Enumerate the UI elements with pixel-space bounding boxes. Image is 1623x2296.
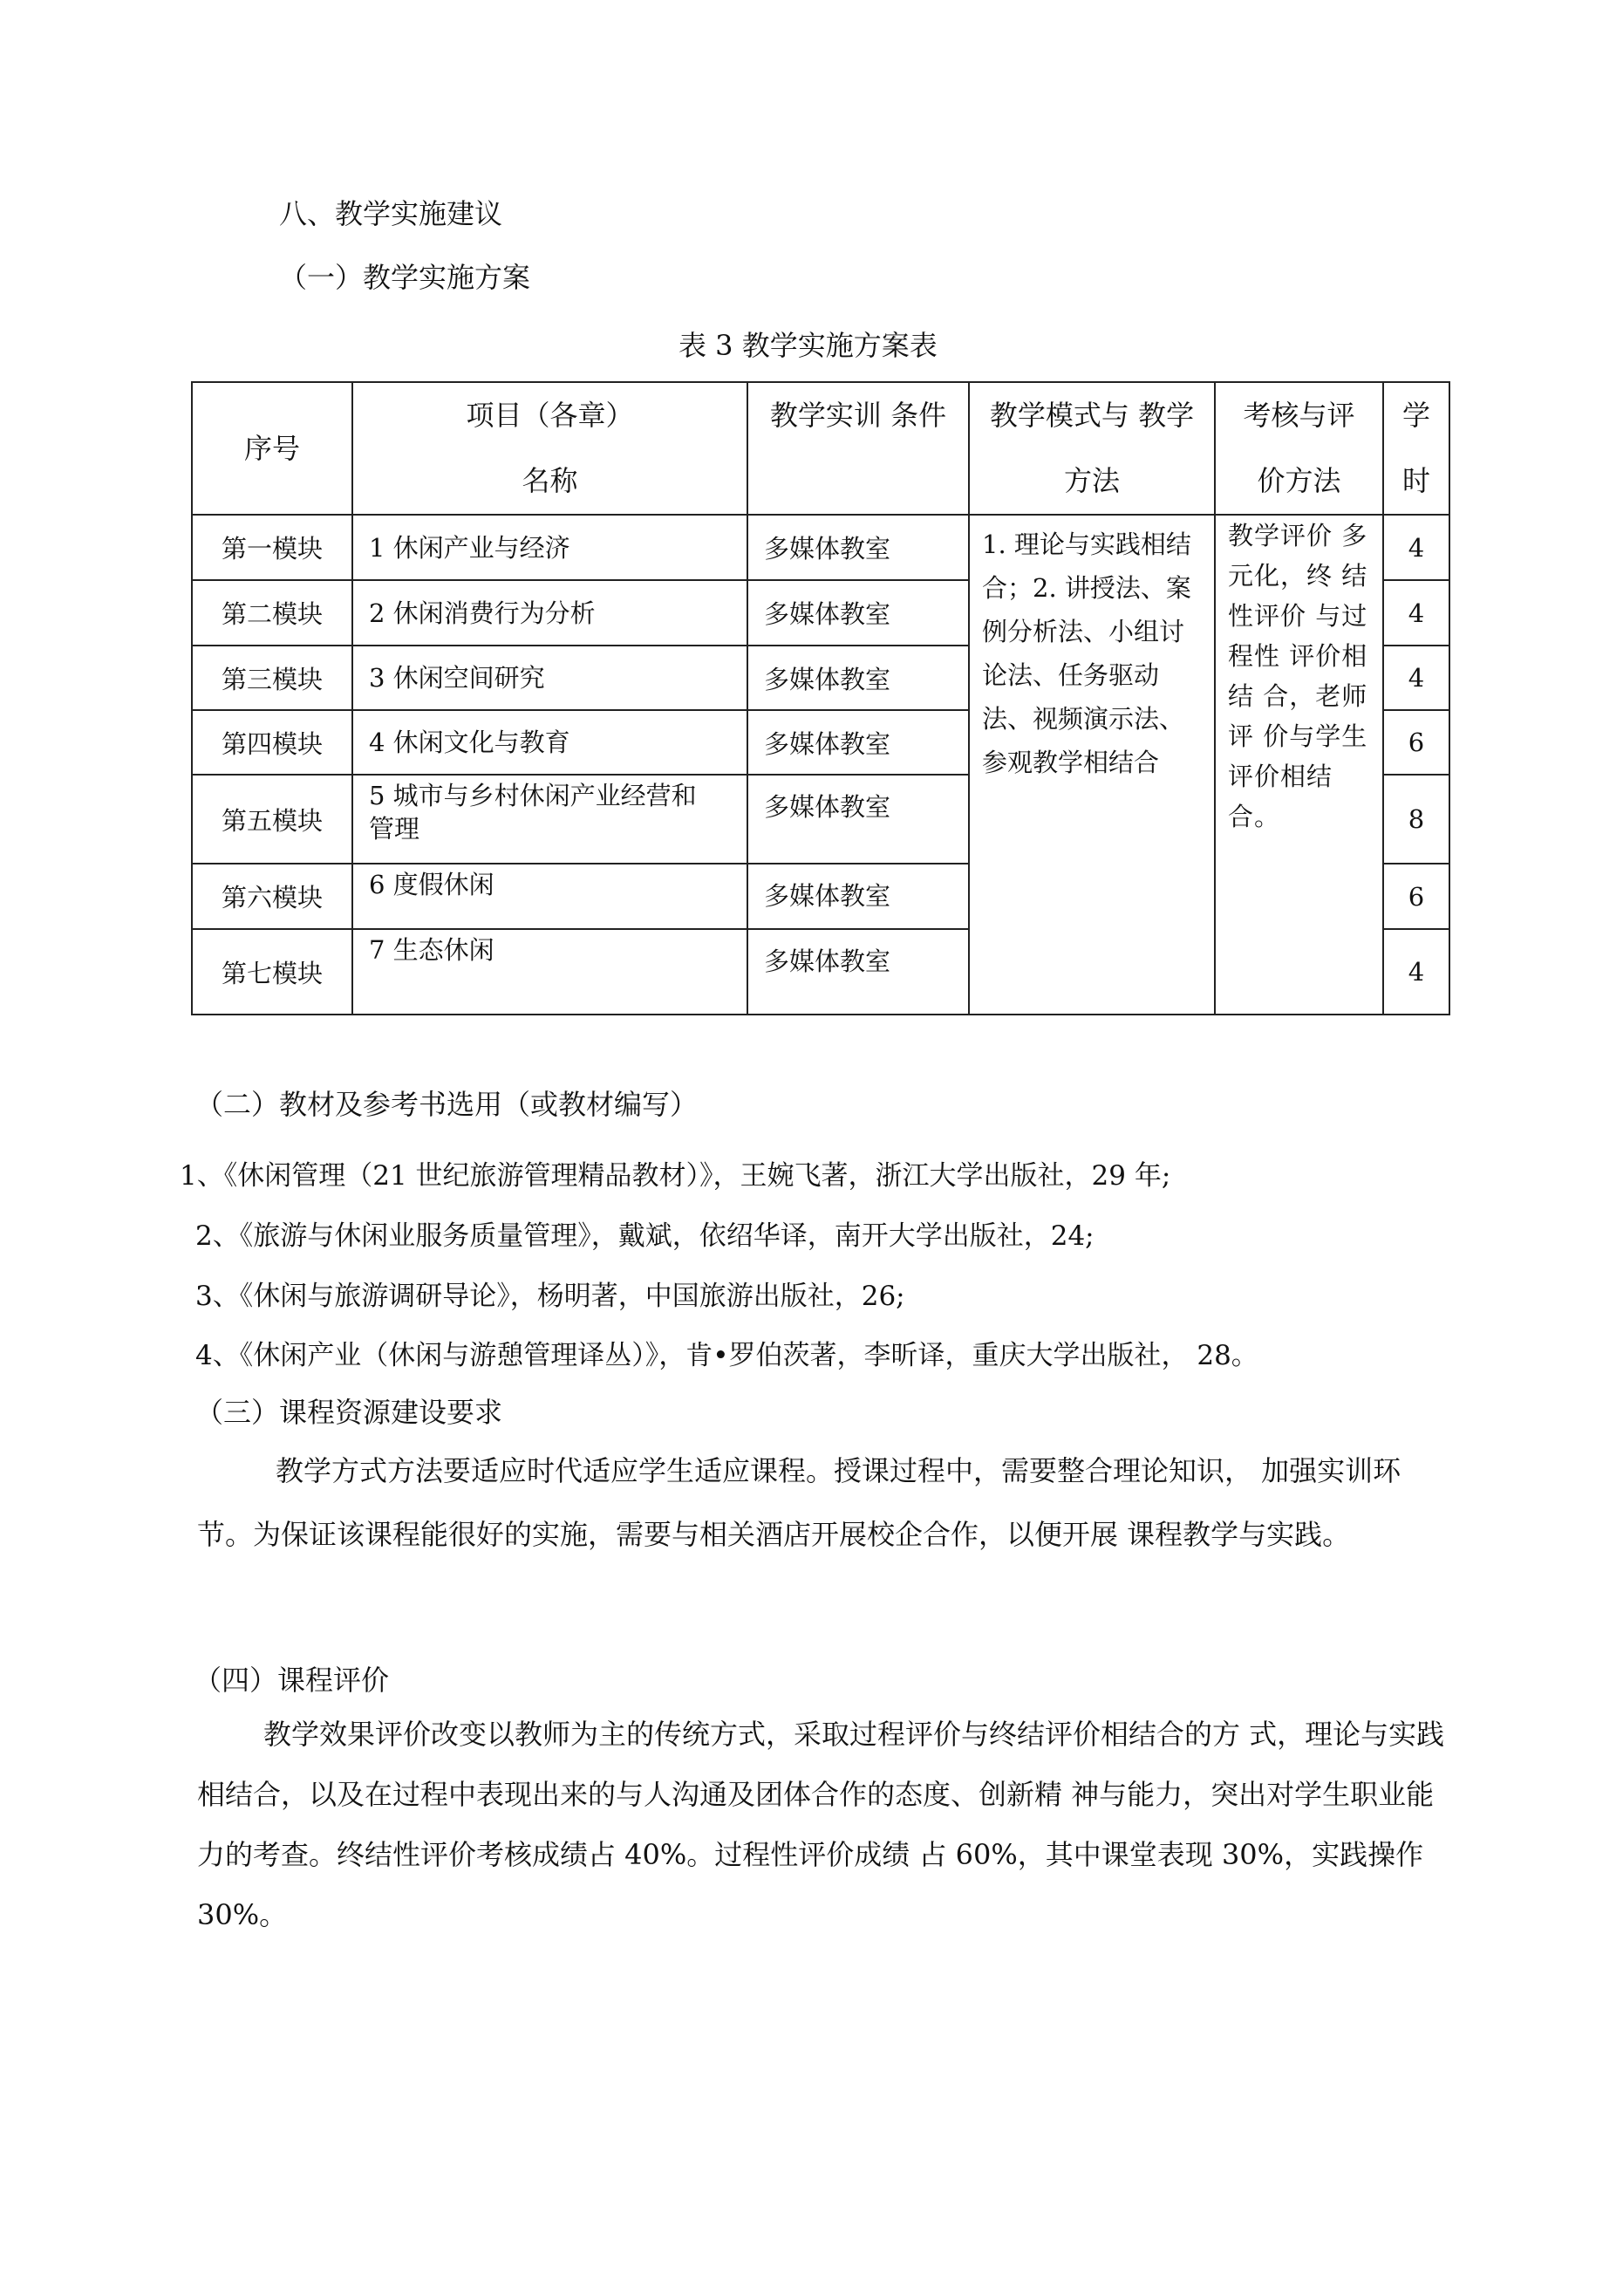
header-condition: 教学实训 条件 (747, 382, 969, 515)
condition-cell: 多媒体教室 (747, 775, 969, 864)
subsection-heading-2: （二）教材及参考书选用（或教材编写） (195, 1088, 699, 1121)
assessment-method-cell: 教学评价 多元化，终 结性评价 与过程性 评价相结 合，老师评 价与学生评价相结 合。 (1215, 515, 1383, 1015)
hours-cell: 6 (1383, 864, 1449, 929)
teaching-method-cell: 1. 理论与实践相结合；2. 讲授法、案例分析法、小组讨论法、任务驱动法、视频演示法、参观教学相结合 (969, 515, 1215, 1015)
hours-cell: 4 (1383, 646, 1449, 710)
condition-cell: 多媒体教室 (747, 864, 969, 929)
header-hours-line1: 学 (1401, 399, 1430, 432)
subsection-heading-1: （一）教学实施方案 (279, 261, 531, 294)
header-hours-line2: 时 (1401, 464, 1430, 497)
reference-item: 2、《旅游与休闲业服务质量管理》，戴斌，依绍华译，南开大学出版社，24; (195, 1220, 1095, 1252)
subsection-heading-4: （四）课程评价 (194, 1664, 390, 1697)
reference-item: 1、《休闲管理（21 世纪旅游管理精品教材）》，王婉飞著，浙江大学出版社，29 年; (180, 1160, 1171, 1192)
header-mode-line1: 教学模式与 教学 (989, 399, 1195, 432)
condition-cell: 多媒体教室 (747, 929, 969, 1015)
project-cell (352, 775, 747, 864)
project-line2: 管理 (369, 814, 420, 844)
reference-item: 4、《休闲产业（休闲与游憩管理译丛）》，肯•罗伯茨著，李昕译，重庆大学出版社， 28。 (195, 1340, 1258, 1371)
table-caption: 表 3 教学实施方案表 (679, 329, 938, 362)
header-mode-line2: 方法 (1063, 464, 1120, 497)
hours-cell: 4 (1383, 515, 1449, 580)
table-row (192, 515, 1449, 580)
hours-cell: 4 (1383, 580, 1449, 646)
project-cell: 7 生态休闲 (352, 929, 747, 1015)
module-cell: 第六模块 (192, 864, 352, 929)
module-cell: 第二模块 (192, 580, 352, 646)
module-cell: 第三模块 (192, 646, 352, 710)
module-cell: 第五模块 (192, 775, 352, 864)
project-cell: 2 休闲消费行为分析 (352, 580, 747, 646)
evaluation-paragraph: 教学效果评价改变以教师为主的传统方式，采取过程评价与终结评价相结合的方 式，理论与实践相结合，以及在过程中表现出来的与人沟通及团体合作的态度、创新精 神与能力，突出对学生职业能力的考查。终结性评价考核成绩占 40%。过程性评价成绩 占 60%，其中课堂表现 30%，实践操作 30%。 (197, 1718, 1445, 1931)
teaching-plan-table (191, 381, 1450, 1015)
module-cell: 第七模块 (192, 929, 352, 1015)
hours-cell: 6 (1383, 710, 1449, 775)
header-mode (969, 382, 1215, 515)
header-seq: 序号 (192, 382, 352, 515)
project-line1: 5 城市与乡村休闲产业经营和 (369, 781, 697, 810)
project-cell: 3 休闲空间研究 (352, 646, 747, 710)
header-assessment (1215, 382, 1383, 515)
module-cell: 第一模块 (192, 515, 352, 580)
condition-cell: 多媒体教室 (747, 515, 969, 580)
resources-paragraph: 教学方式方法要适应时代适应学生适应课程。授课过程中，需要整合理论知识， 加强实训环节。为保证该课程能很好的实施，需要与相关酒店开展校企合作，以便开展 课程教学与实践。 (197, 1454, 1401, 1551)
project-cell: 1 休闲产业与经济 (352, 515, 747, 580)
header-project-line2: 名称 (522, 464, 578, 497)
project-cell: 6 度假休闲 (352, 864, 747, 929)
header-assessment-line2: 价方法 (1257, 464, 1341, 497)
header-project (352, 382, 747, 515)
condition-cell: 多媒体教室 (747, 580, 969, 646)
hours-cell: 4 (1383, 929, 1449, 1015)
header-project-line1: 项目（各章） (466, 399, 634, 432)
condition-cell: 多媒体教室 (747, 710, 969, 775)
project-cell: 4 休闲文化与教育 (352, 710, 747, 775)
reference-item: 3、《休闲与旅游调研导论》，杨明著，中国旅游出版社，26; (195, 1281, 905, 1312)
condition-cell: 多媒体教室 (747, 646, 969, 710)
subsection-heading-3: （三）课程资源建设要求 (195, 1396, 503, 1429)
section-heading: 八、教学实施建议 (279, 197, 503, 230)
header-assessment-line1: 考核与评 (1243, 399, 1355, 432)
module-cell: 第四模块 (192, 710, 352, 775)
table-header-row (192, 382, 1449, 515)
header-hours (1383, 382, 1449, 515)
hours-cell: 8 (1383, 775, 1449, 864)
